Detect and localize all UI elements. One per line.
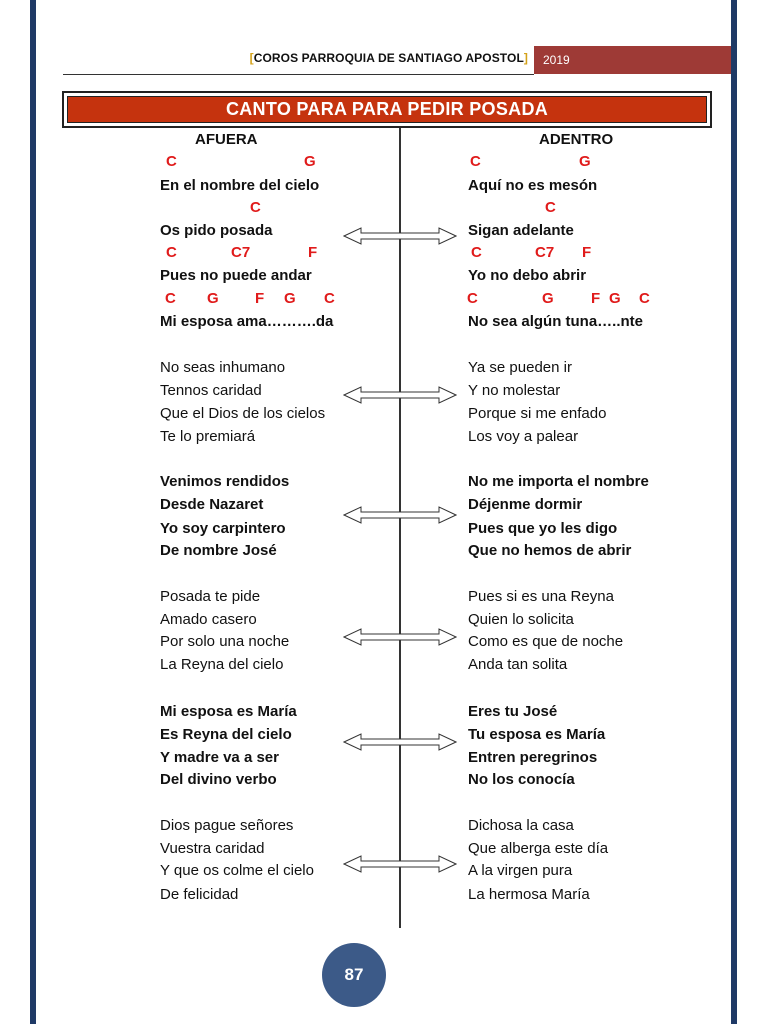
- lyric-line: Tennos caridad: [160, 382, 262, 399]
- lyric-line: La hermosa María: [468, 886, 590, 903]
- double-arrow-icon: [343, 386, 457, 404]
- lyric-line: No sea algún tuna…..nte: [468, 313, 644, 330]
- lyric-line: Anda tan solita: [468, 656, 568, 673]
- chord: G: [207, 290, 219, 307]
- center-divider: [399, 128, 401, 928]
- lyric-line: Pues no puede andar: [160, 267, 312, 284]
- lyric-line: Que alberga este día: [468, 840, 609, 857]
- lyric-line: Aquí no es mesón: [468, 177, 598, 194]
- lyric-line: No seas inhumano: [160, 359, 286, 376]
- lyric-line: Yo no debo abrir: [468, 267, 587, 284]
- lyric-line: Como es que de noche: [468, 633, 624, 650]
- column-heading-left: AFUERA: [195, 131, 258, 148]
- lyric-line: Del divino verbo: [160, 771, 277, 788]
- column-heading-right: ADENTRO: [539, 131, 614, 148]
- lyric-line: Posada te pide: [160, 588, 261, 605]
- page-border-left: [30, 0, 36, 1024]
- lyric-line: Mi esposa es María: [160, 703, 297, 720]
- header-rule: [63, 74, 534, 75]
- chord: G: [284, 290, 296, 307]
- chord: F: [308, 244, 318, 261]
- lyric-line: A la virgen pura: [468, 862, 573, 879]
- chord: C: [467, 290, 478, 307]
- lyric-line: Te lo premiará: [160, 428, 256, 445]
- lyric-line: Sigan adelante: [468, 222, 574, 239]
- chord: C7: [535, 244, 555, 261]
- lyric-line: Desde Nazaret: [160, 496, 264, 513]
- lyric-line: Mi esposa ama……….da: [160, 313, 334, 330]
- lyric-line: Ya se pueden ir: [468, 359, 572, 376]
- lyric-line: Dichosa la casa: [468, 817, 574, 834]
- song-title: CANTO PARA PARA PEDIR POSADA: [67, 96, 707, 123]
- lyric-line: No los conocía: [468, 771, 575, 788]
- song-title-frame: [62, 91, 712, 128]
- lyric-line: Pues si es una Reyna: [468, 588, 614, 605]
- lyric-line: Eres tu José: [468, 703, 558, 720]
- header-bracket-close: ]: [523, 51, 528, 65]
- lyric-line: Os pido posada: [160, 222, 273, 239]
- lyric-line: Tu esposa es María: [468, 726, 606, 743]
- chord: F: [591, 290, 601, 307]
- double-arrow-icon: [343, 227, 457, 245]
- chord: C: [545, 199, 556, 216]
- lyric-line: Y no molestar: [468, 382, 561, 399]
- page-border-right: [731, 0, 737, 1024]
- page-number: 87: [322, 943, 386, 1007]
- chord: G: [579, 153, 591, 170]
- lyric-line: De felicidad: [160, 886, 239, 903]
- lyric-line: Los voy a palear: [468, 428, 579, 445]
- lyric-line: Déjenme dormir: [468, 496, 583, 513]
- chord: F: [582, 244, 592, 261]
- chord: G: [609, 290, 621, 307]
- header-year: 2019: [534, 46, 731, 74]
- chord: C: [324, 290, 335, 307]
- chord: F: [255, 290, 265, 307]
- header-title: COROS PARROQUIA DE SANTIAGO APOSTOL: [253, 51, 524, 65]
- lyric-line: Que el Dios de los cielos: [160, 405, 326, 422]
- lyric-line: Por solo una noche: [160, 633, 290, 650]
- double-arrow-icon: [343, 855, 457, 873]
- lyric-line: Amado casero: [160, 611, 257, 628]
- lyric-line: Entren peregrinos: [468, 749, 598, 766]
- header-bracket-open: [: [249, 51, 254, 65]
- lyric-line: Pues que yo les digo: [468, 520, 618, 537]
- lyric-line: La Reyna del cielo: [160, 656, 284, 673]
- chord: C: [250, 199, 261, 216]
- chord: C7: [231, 244, 251, 261]
- lyric-line: En el nombre del cielo: [160, 177, 320, 194]
- lyric-line: No me importa el nombre: [468, 473, 649, 490]
- lyric-line: Vuestra caridad: [160, 840, 265, 857]
- chord: C: [639, 290, 650, 307]
- double-arrow-icon: [343, 733, 457, 751]
- double-arrow-icon: [343, 628, 457, 646]
- lyric-line: Y madre va a ser: [160, 749, 279, 766]
- chord: C: [165, 290, 176, 307]
- lyric-line: Porque si me enfado: [468, 405, 607, 422]
- lyric-line: Dios pague señores: [160, 817, 294, 834]
- lyric-line: Es Reyna del cielo: [160, 726, 292, 743]
- chord: G: [304, 153, 316, 170]
- double-arrow-icon: [343, 506, 457, 524]
- lyric-line: Quien lo solicita: [468, 611, 574, 628]
- chord: C: [166, 244, 177, 261]
- lyric-line: De nombre José: [160, 542, 277, 559]
- chord: C: [470, 153, 481, 170]
- chord: C: [471, 244, 482, 261]
- chord: C: [166, 153, 177, 170]
- lyric-line: Venimos rendidos: [160, 473, 290, 490]
- lyric-line: Yo soy carpintero: [160, 520, 286, 537]
- running-header: [160, 51, 528, 65]
- chord: G: [542, 290, 554, 307]
- lyric-line: Que no hemos de abrir: [468, 542, 632, 559]
- lyric-line: Y que os colme el cielo: [160, 862, 314, 879]
